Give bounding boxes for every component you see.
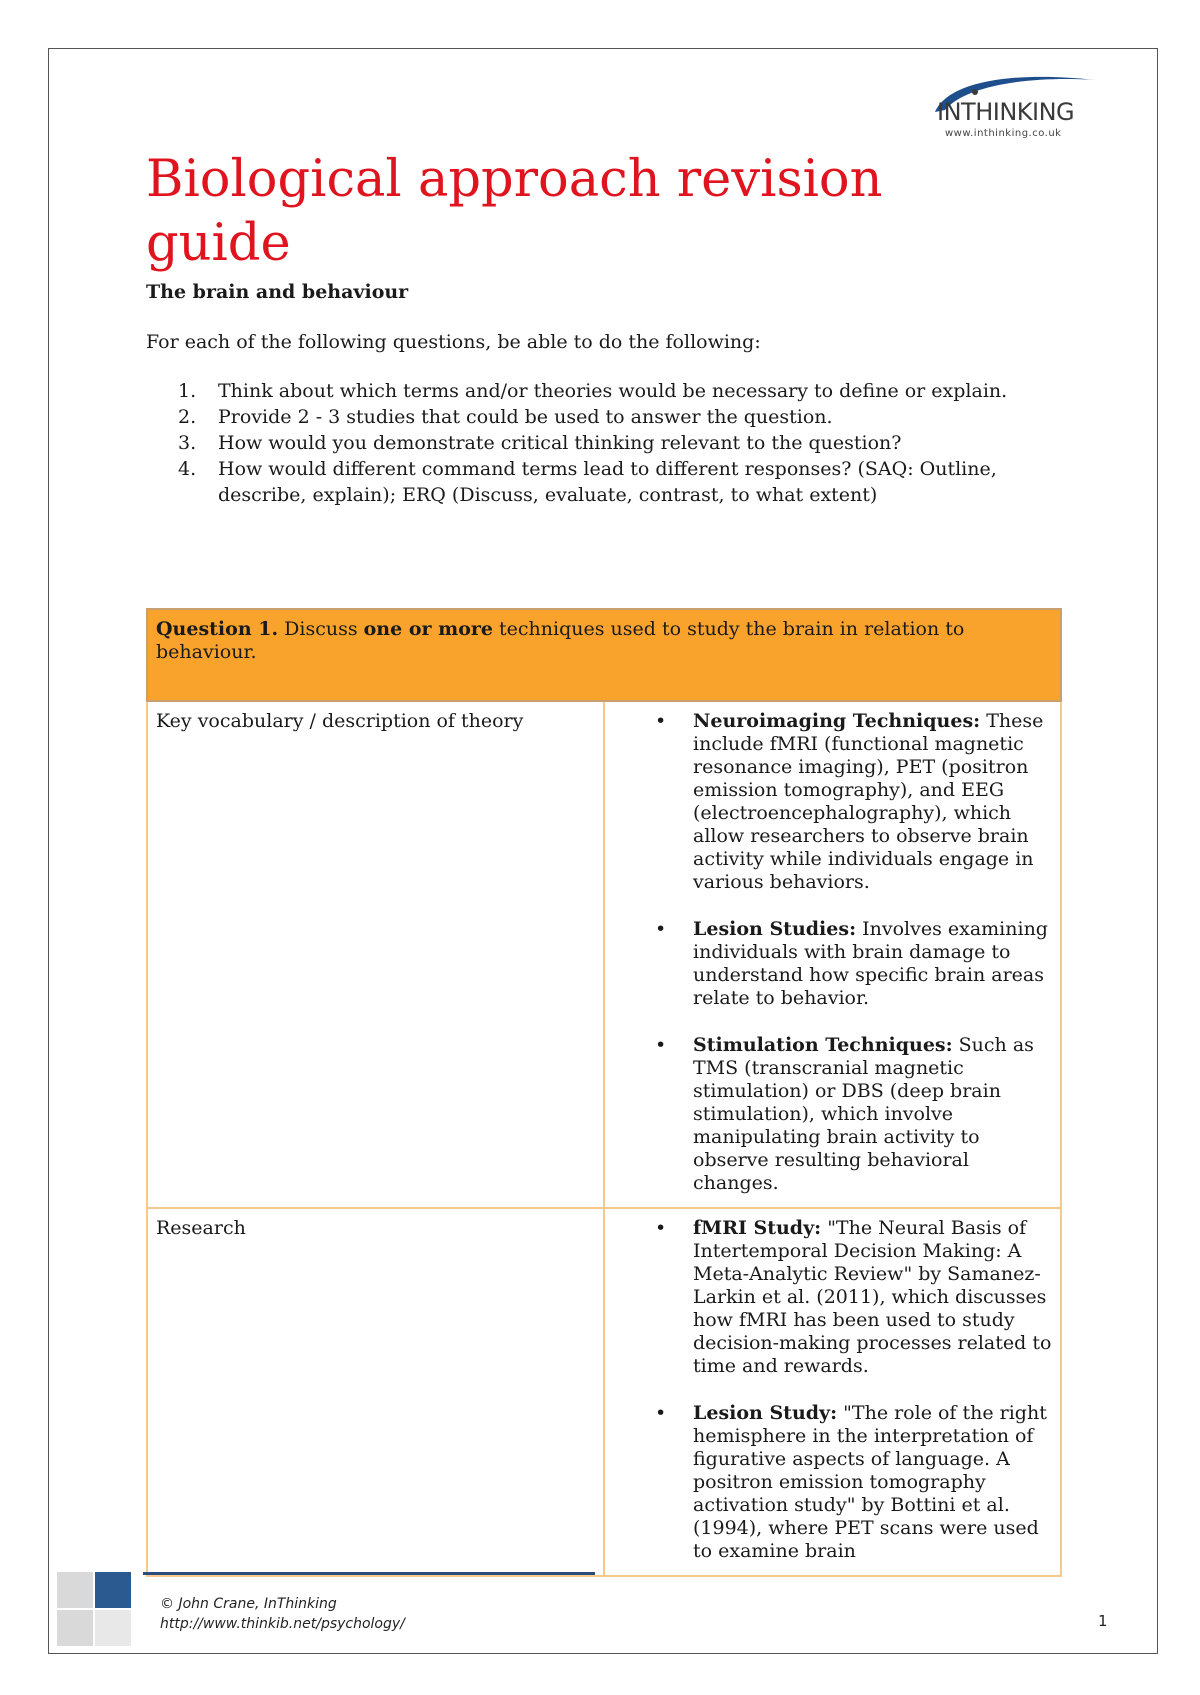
bullet-icon: • — [655, 1217, 667, 1239]
instruction-item: 4. How would different command terms lead to different responses? (SAQ: Outline, describe, explain); ERQ (Discuss, evaluate, contrast, to what extent) — [178, 458, 997, 506]
list-item: • Lesion Study: "The role of the right hemisphere in the interpretation of figurative aspects of language. A positron emission tomography activation study" by Bottini et al. (1994), where PET scans were used to examine brain — [655, 1402, 1047, 1562]
footer-square-icon — [57, 1610, 93, 1646]
list-item: • Stimulation Techniques: Such as TMS (transcranial magnetic stimulation) or DBS (deep brain stimulation), which involve manipulating brain activity to observe resulting behavioral changes. — [655, 1034, 1034, 1194]
question-header-row — [147, 609, 1061, 701]
question-header: Question 1. Discuss one or more techniques used to study the brain in relation to behaviour. — [147, 609, 1061, 701]
research-content-cell — [604, 1208, 1061, 1576]
logo-wordmark: INTHINKING — [937, 98, 1075, 126]
intro-text: For each of the following questions, be able to do the following: — [146, 331, 761, 353]
footer-square-icon — [95, 1610, 131, 1646]
footer-decoration — [57, 1572, 137, 1652]
list-item: • Neuroimaging Techniques: These include fMRI (functional magnetic resonance imaging), PET (positron emission tomography), and EEG (electroencephalography), which allow researchers to observe brain activity while individuals engage in various behaviors. — [655, 710, 1044, 893]
bullet-icon: • — [655, 1034, 667, 1056]
list-item: • fMRI Study: "The Neural Basis of Intertemporal Decision Making: A Meta-Analytic Review" by Samanez-Larkin et al. (2011), which discusses how fMRI has been used to study decision-making processes related to time and rewards. — [655, 1217, 1052, 1377]
bullet-icon: • — [655, 1402, 667, 1424]
table-row — [147, 701, 1061, 1208]
footer-credits — [160, 1594, 405, 1634]
bullet-icon: • — [655, 918, 667, 940]
bullet-icon: • — [655, 710, 667, 732]
instruction-list — [146, 378, 1056, 508]
vocab-label-cell: Key vocabulary / description of theory — [147, 701, 604, 1208]
section-subtitle: The brain and behaviour — [146, 281, 409, 303]
research-label-cell: Research — [147, 1208, 604, 1576]
page-number: 1 — [1098, 1612, 1108, 1630]
instruction-item: 3. How would you demonstrate critical thinking relevant to the question? — [178, 432, 902, 454]
logo-url: www.inthinking.co.uk — [945, 128, 1062, 139]
question-label: Question 1. — [156, 618, 279, 640]
instruction-item: 2. Provide 2 - 3 studies that could be used to answer the question. — [178, 406, 833, 428]
research-bullet-list — [613, 1217, 1052, 1563]
question-table — [146, 608, 1062, 1577]
footer-divider — [143, 1572, 595, 1575]
footer-url: http://www.thinkib.net/psychology/ — [160, 1616, 405, 1632]
vocab-bullet-list — [613, 710, 1052, 1195]
page-title: Biological approach revision guide — [146, 150, 883, 273]
footer-square-icon — [57, 1572, 93, 1608]
inthinking-logo — [905, 70, 1095, 150]
table-row — [147, 1208, 1061, 1576]
footer-square-icon — [95, 1572, 131, 1608]
footer-copyright: © John Crane, InThinking — [160, 1596, 337, 1612]
list-item: • Lesion Studies: Involves examining individuals with brain damage to understand how specific brain areas relate to behavior. — [655, 918, 1048, 1009]
question-emphasis: one or more — [363, 618, 493, 640]
vocab-content-cell — [604, 701, 1061, 1208]
instruction-item: 1. Think about which terms and/or theories would be necessary to define or explain. — [178, 380, 1008, 402]
